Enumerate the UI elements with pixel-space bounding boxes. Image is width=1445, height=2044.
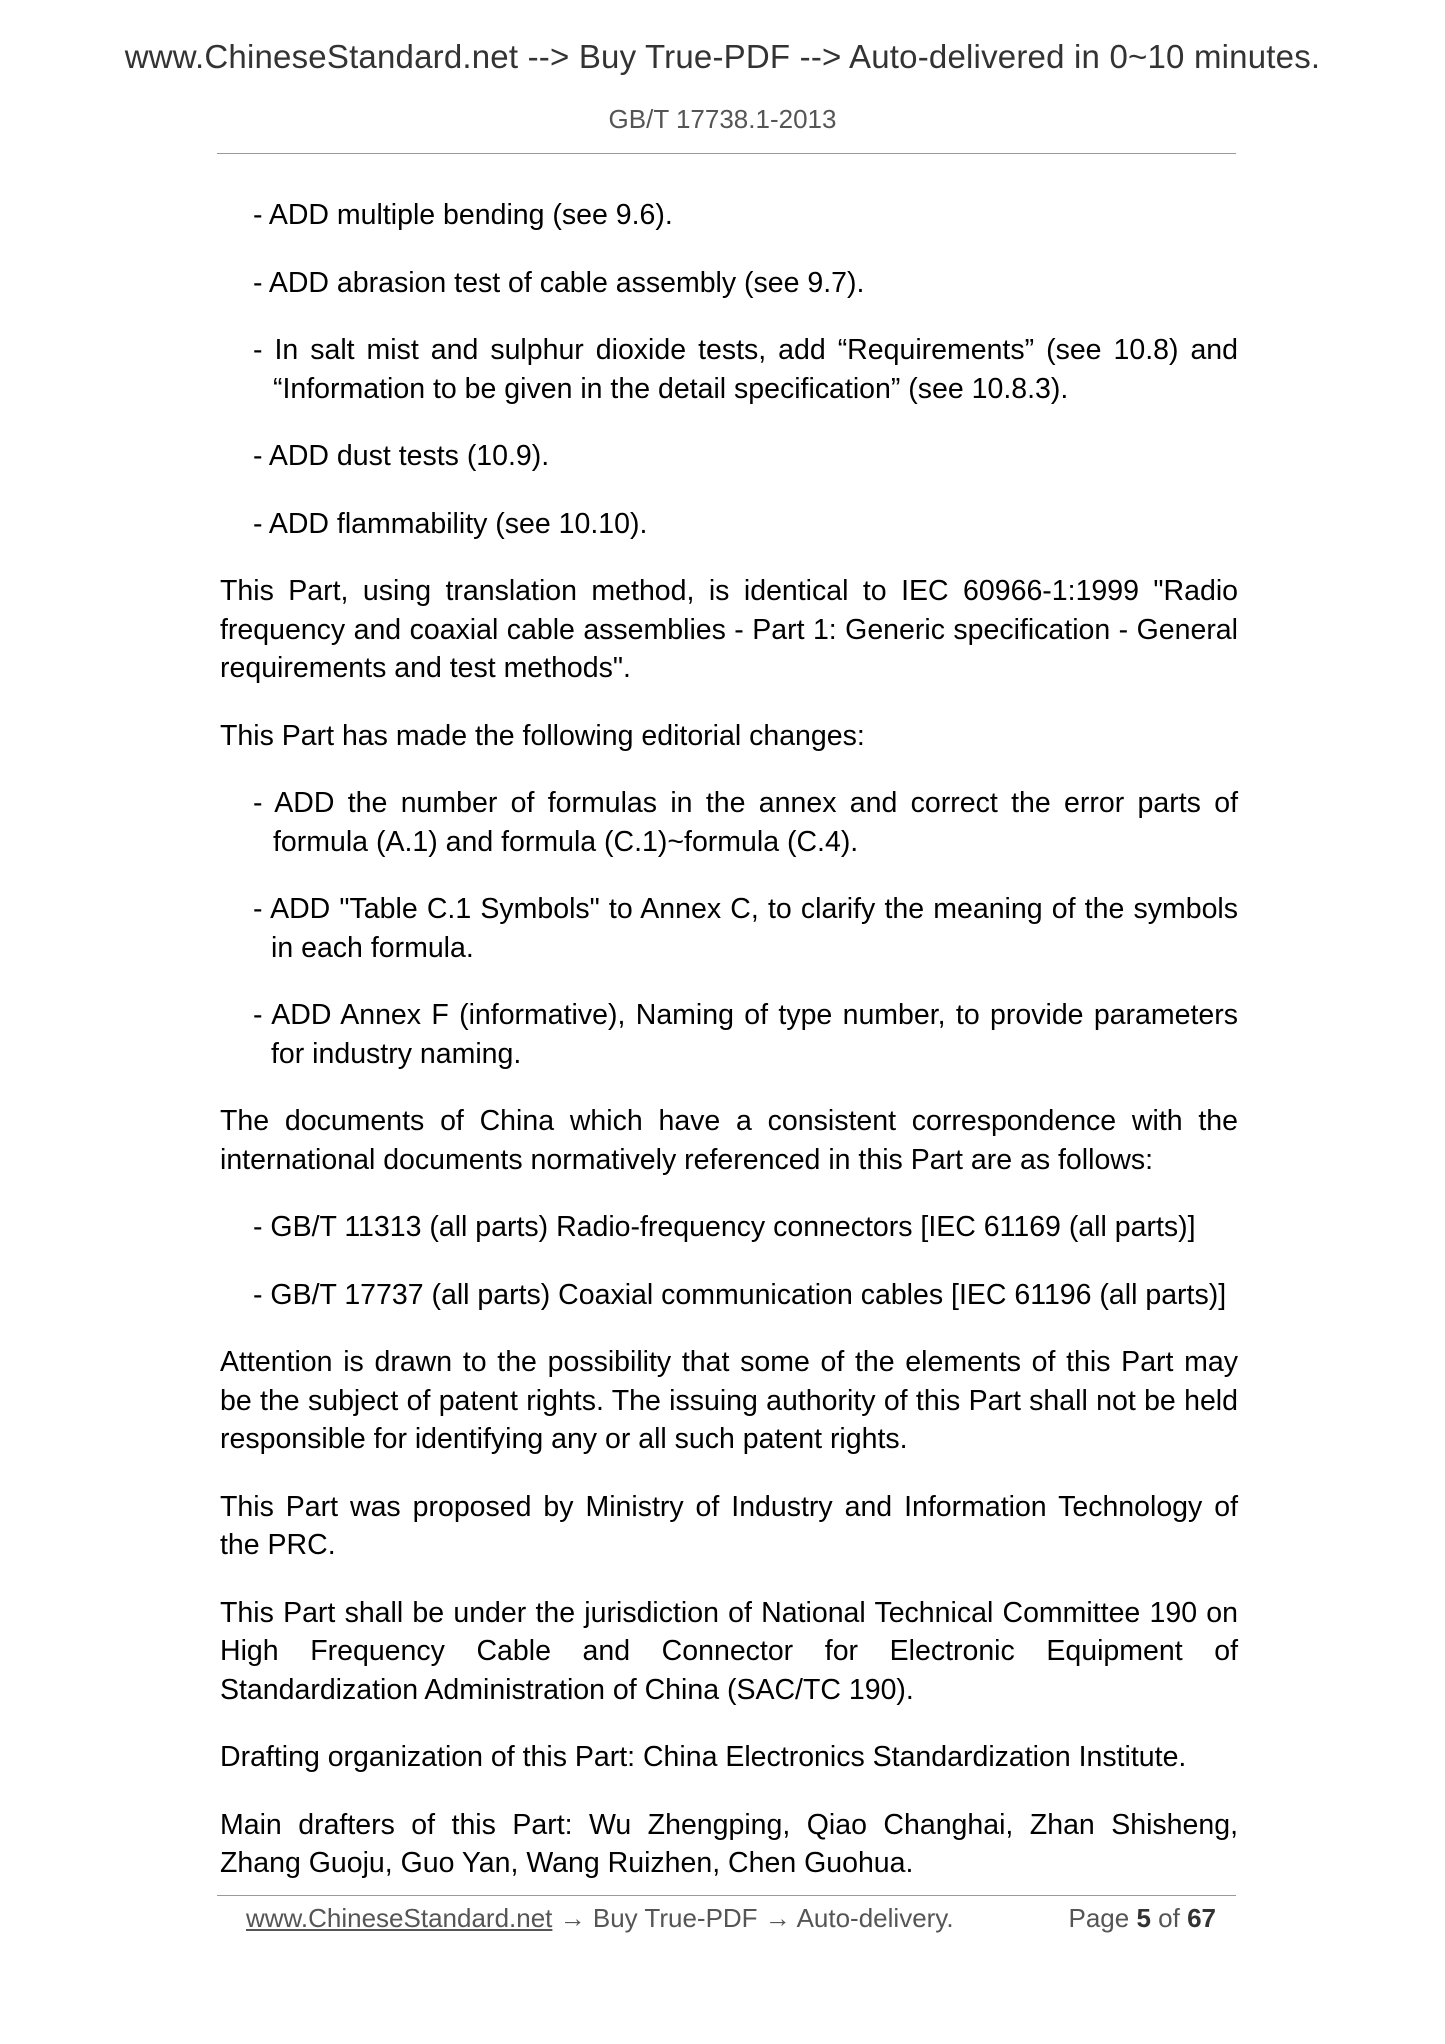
document-id: GB/T 17738.1-2013 <box>608 104 837 134</box>
page-total: 67 <box>1187 1903 1216 1933</box>
editorial-item-annex-f: - ADD Annex F (informative), Naming of type number, to provide parameters for industry naming. <box>253 999 1238 1070</box>
paragraph-main-drafters: Main drafters of this Part: Wu Zhengping, Qiao Changhai, Zhan Shisheng, Zhang Guoju, Guo Yan, Wang Ruizhen, Chen Guohua. <box>220 1808 1238 1879</box>
footer-divider <box>217 1895 1236 1896</box>
editorial-item-table-c1: - ADD "Table C.1 Symbols" to Annex C, to clarify the meaning of the symbols in each formula. <box>253 893 1238 964</box>
document-body <box>220 196 1238 1912</box>
paragraph-jurisdiction: This Part shall be under the jurisdiction of National Technical Committee 190 on High Frequency Cable and Connector for Electronic Equipment of Standardization Administration of China (SAC/TC 190). <box>220 1596 1238 1706</box>
paragraph-patent-rights: Attention is drawn to the possibility that some of the elements of this Part may be the subject of patent rights. The issuing authority of this Part shall not be held responsible for identifying any or all such patent rights. <box>220 1346 1238 1455</box>
editorial-item-formulas: - ADD the number of formulas in the annex and correct the error parts of formula (A.1) and formula (C.1)~formula (C.4). <box>253 787 1238 858</box>
of-label: of <box>1158 1903 1180 1933</box>
change-item-dust-tests: - ADD dust tests (10.9). <box>253 440 550 472</box>
paragraph-corresponding-documents: The documents of China which have a consistent correspondence with the international documents normatively referenced in this Part are as follows: <box>220 1105 1238 1176</box>
paragraph-editorial-changes: This Part has made the following editorial changes: <box>220 719 865 752</box>
footer-site-link[interactable]: www.ChineseStandard.net <box>246 1903 553 1933</box>
paragraph-proposed-by: This Part was proposed by Ministry of Industry and Information Technology of the PRC. <box>220 1490 1238 1561</box>
site-banner: www.ChineseStandard.net --> Buy True-PDF --> Auto-delivered in 0~10 minutes. <box>124 38 1321 75</box>
change-item-flammability: - ADD flammability (see 10.10). <box>253 507 648 540</box>
change-item-salt-mist: - In salt mist and sulphur dioxide tests, add “Requirements” (see 10.8) and “Information to be given in the detail specification” (see 10.8.3). <box>253 334 1238 405</box>
header-divider <box>217 153 1236 154</box>
change-item-multiple-bending: - ADD multiple bending (see 9.6). <box>253 199 673 231</box>
footer-tagline: → Buy True-PDF → Auto-delivery. <box>552 1903 954 1933</box>
paragraph-identical-to-iec: This Part, using translation method, is identical to IEC 60966-1:1999 "Radio frequency and coaxial cable assemblies - Part 1: Generic specification - General requirements and test methods". <box>220 575 1238 684</box>
page-label: Page <box>1068 1903 1130 1933</box>
page-footer <box>246 1898 1216 1938</box>
reference-item-gbt-17737: - GB/T 17737 (all parts) Coaxial communication cables [IEC 61196 (all parts)] <box>253 1278 1227 1311</box>
reference-item-gbt-11313: - GB/T 11313 (all parts) Radio-frequency connectors [IEC 61169 (all parts)] <box>253 1211 1196 1243</box>
page-number: 5 <box>1136 1903 1151 1933</box>
change-item-abrasion-test: - ADD abrasion test of cable assembly (see 9.7). <box>253 266 865 299</box>
paragraph-drafting-organization: Drafting organization of this Part: China Electronics Standardization Institute. <box>220 1741 1187 1773</box>
page-indicator <box>1068 1898 1216 1938</box>
